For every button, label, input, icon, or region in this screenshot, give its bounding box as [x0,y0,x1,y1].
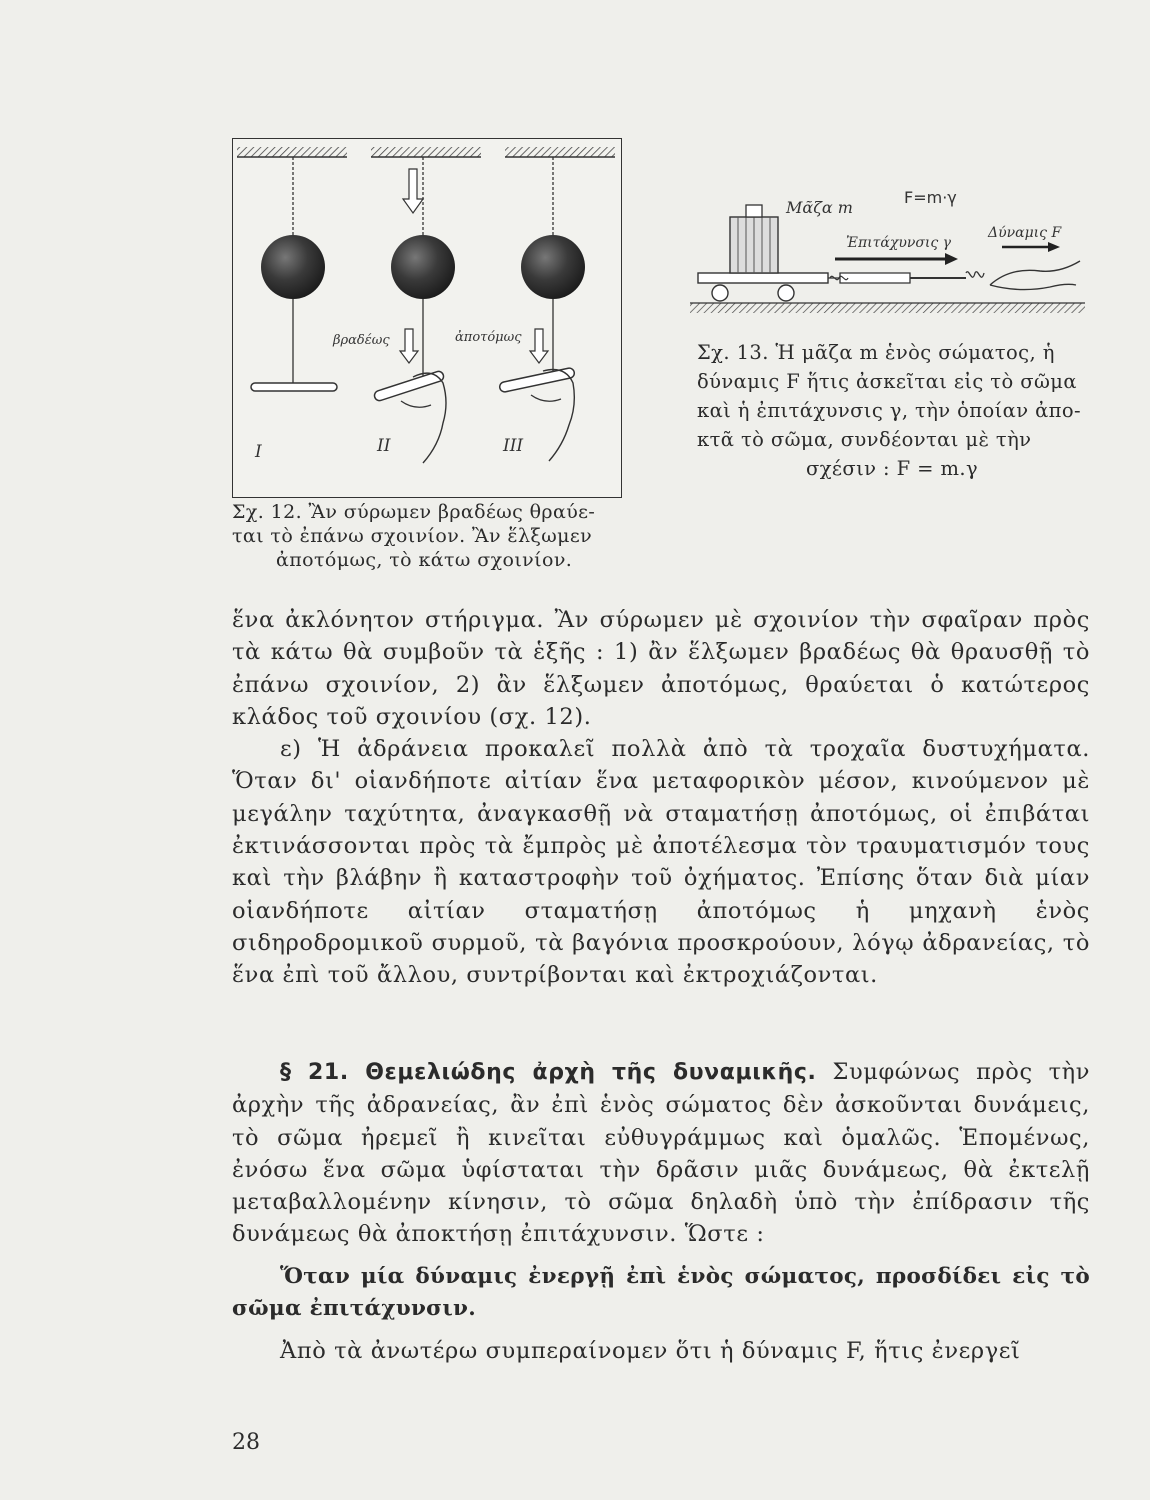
hand-icon [990,261,1080,290]
arrow-right-icon [1048,242,1060,252]
caption-line: Σχ. 12. Ἂν σύρωμεν βραδέως θραύε- [232,501,596,523]
cart [698,273,828,283]
pendulum-3 [499,157,585,461]
caption-line: ἀποτόμως, τὸ κάτω σχοινίον. [276,549,573,571]
label-I: I [255,442,262,462]
label-sudden: ἀποτόμως [455,330,522,345]
figure-13-drawing [690,185,1090,335]
caption-line: Σχ. 13. Ἡ μᾶζα m ἑνὸς σώματος, ἡ [697,341,1055,364]
section-paragraph [232,1056,1090,1251]
arrow-down-icon [403,169,423,213]
label-formula: F=m·γ [904,188,957,207]
wheel [712,285,728,301]
figure-12 [232,138,622,498]
figure-12-drawing [233,139,623,499]
body-text [232,604,1090,992]
arrow-right-icon [945,253,958,265]
label-slow: βραδέως [333,333,390,348]
section-text: Συμφώνως πρὸς τὴν ἀρχὴν τῆς ἀδρανείας, ἂν ἐπὶ ἑνὸς σώματος δὲν ἀσκοῦνται δυνάμεις, τὸ σῶμα ἠρεμεῖ ἢ κινεῖται εὐθυγράμμως καὶ ὁμαλῶς. Ἑπομένως, ἐνόσω ἕνα σῶμα ὑφίσταται τὴν δρᾶσιν μιᾶς δυνάμεως, θὰ ἐκτελῇ μεταβαλλομένην κίνησιν, τὸ σῶμα δηλαδὴ ὑπὸ τὴν ἐπίδρασιν τῆς δυνάμεως θὰ ἀποκτήσῃ ἐπιτάχυνσιν. Ὥστε : [232,1059,1090,1248]
ceiling-2 [371,147,481,157]
section-title: § 21. Θεμελιώδης ἀρχὴ τῆς δυναμικῆς. [280,1060,817,1085]
pendulum-2 [373,157,455,463]
ceiling-1 [237,147,347,157]
figure-12-caption [232,500,642,572]
pendulum-1 [251,157,337,391]
section-21 [232,1056,1090,1368]
label-mass: Μᾶζα m [786,198,853,217]
label-force: Δύναμις F [988,225,1062,241]
page-number: 28 [232,1430,260,1455]
paragraph-1: ἕνα ἀκλόνητον στήριγμα. Ἂν σύρωμεν μὲ σχοινίον τὴν σφαῖραν πρὸς τὰ κάτω θὰ συμβοῦν τὰ ἑξῆς : 1) ἂν ἕλξωμεν βραδέως θὰ θραυσθῇ τὸ ἐπάνω σχοινίον, 2) ἂν ἕλξωμεν ἀποτόμως, θραύεται ὁ κατώτερος κλάδος τοῦ σχοινίου (σχ. 12). [232,607,1090,730]
label-acceleration: Ἐπιτάχυνσις γ [846,235,952,251]
label-II: II [377,436,391,456]
figure-13 [690,185,1090,335]
paragraph-2: ε) Ἡ ἀδράνεια προκαλεῖ πολλὰ ἀπὸ τὰ τροχαῖα δυστυχήματα. Ὅταν δι' οἱανδήποτε αἰτίαν ἕνα μεταφορικὸν μέσον, κινούμενον μὲ μεγάλην ταχύτητα, ἀναγκασθῇ νὰ σταματήσῃ ἀποτόμως, οἱ ἐπιβάται ἐκτινάσσονται πρὸς τὰ ἔμπρὸς μὲ ἀποτέλεσμα τὸν τραυματισμόν τους καὶ τὴν βλάβην ἢ καταστροφὴν τοῦ ὀχήματος. Ἐπίσης ὅταν διὰ μίαν οἱανδήποτε αἰτίαν σταματήσῃ ἀποτόμως ἡ μηχανὴ ἑνὸς σιδηροδρομικοῦ συρμοῦ, τὰ βαγόνια προσκρούουν, λόγῳ ἀδρανείας, τὸ ἕνα ἐπὶ τοῦ ἄλλου, συντρίβονται καὶ ἐκτροχιάζονται. [232,736,1090,989]
spring-scale [828,273,910,283]
bold-statement: Ὅταν μία δύναμις ἐνεργῇ ἐπὶ ἑνὸς σώματος, προσδίδει εἰς τὸ σῶμα ἐπιτάχυνσιν. [232,1263,1090,1322]
ground [690,303,1085,313]
wheel [778,285,794,301]
ceiling-3 [505,147,615,157]
caption-line: δύναμις F ἥτις ἀσκεῖται εἰς τὸ σῶμα [697,370,1077,393]
arrow-down-icon [530,329,548,363]
caption-line: ται τὸ ἐπάνω σχοινίον. Ἂν ἕλξωμεν [232,525,593,547]
figure-13-caption [697,338,1087,483]
caption-line: κτᾶ τὸ σῶμα, συνδέονται μὲ τὴν [697,428,1032,451]
label-III: III [503,436,524,456]
arrow-down-icon [400,329,418,363]
caption-line: σχέσιν : F = m.γ [805,457,979,480]
caption-line: καὶ ἡ ἐπιτάχυνσις γ, τὴν ὁποίαν ἀπο- [697,399,1082,422]
last-paragraph: Ἀπὸ τὰ ἀνωτέρω συμπεραίνομεν ὅτι ἡ δύναμις F, ἥτις ἐνεργεῖ [280,1338,1021,1365]
